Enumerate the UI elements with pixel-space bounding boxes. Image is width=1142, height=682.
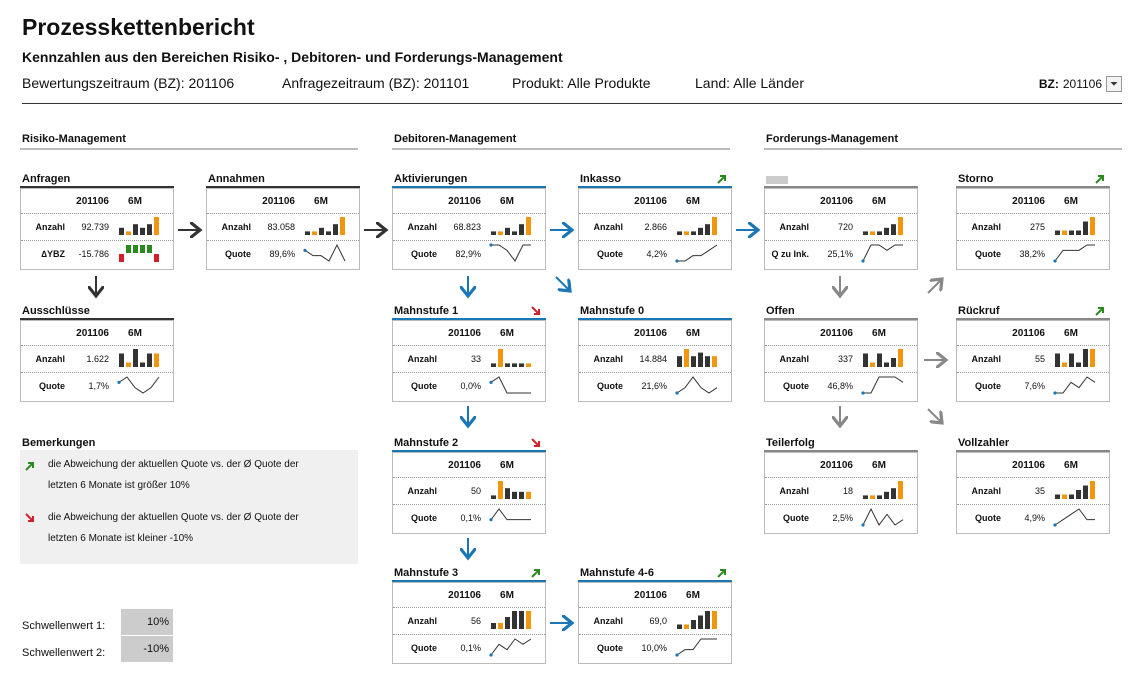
row-value: 7,6% [1024,381,1045,391]
row-value: 50 [470,486,481,496]
row-label: Quote [411,643,437,653]
row-label: Anzahl [593,616,623,626]
row-label: Anzahl [971,222,1001,232]
col-6m: 6M [128,327,142,339]
row-value: 720 [837,222,853,232]
col-period: 201106 [634,195,667,207]
schwellenwert2-value[interactable]: -10% [121,636,173,662]
card-title-anfragen: Anfragen [22,173,71,185]
card-title-mahn0: Mahnstufe 0 [580,305,645,317]
row-value: 68.823 [453,222,481,232]
row-value: 4,2% [646,249,667,259]
card-title-rueckruf: Rückruf [958,305,1000,317]
card-title-mahn1: Mahnstufe 1 [394,305,459,317]
row-label: Anzahl [35,354,65,364]
row-label: Quote [975,513,1001,523]
col-6m: 6M [314,195,328,207]
meta-bewertung: Bewertungszeitraum (BZ): 201106 [22,75,235,91]
meta-anfrage: Anfragezeitraum (BZ): 201101 [282,75,470,91]
row-label: Anzahl [407,486,437,496]
col-6m: 6M [500,589,514,601]
row-value: 14.884 [639,354,667,364]
bz-value: 201106 [1062,77,1102,91]
row-label: Anzahl [407,222,437,232]
col-period: 201106 [1012,195,1045,207]
card-title-teilerfolg: Teilerfolg [766,437,815,449]
col-period: 201106 [1012,459,1045,471]
row-label: Quote [225,249,251,259]
row-label: Quote [597,381,623,391]
row-value: 0,0% [460,381,481,391]
row-label: Anzahl [779,222,809,232]
row-value: 92.739 [81,222,109,232]
row-value: -15.786 [78,249,109,259]
row-label: Anzahl [35,222,65,232]
page-subtitle: Kennzahlen aus den Bereichen Risiko- , Debitoren- und Forderungs-Management [22,49,563,65]
row-value: 33 [470,354,481,364]
col-6m: 6M [872,459,886,471]
row-label: Anzahl [407,354,437,364]
row-label: Quote [411,249,437,259]
row-value: 2,5% [832,513,853,523]
row-label: Anzahl [971,354,1001,364]
col-period: 201106 [820,327,853,339]
bem-up-line1: die Abweichung der aktuellen Quote vs. der Ø Quote der [48,459,299,470]
row-value: 46,8% [827,381,853,391]
row-label: Quote [411,381,437,391]
row-label: Quote [597,643,623,653]
row-value: 337 [837,354,853,364]
card-title-vollzahler: Vollzahler [958,437,1010,449]
arrow-offen-vollzahler [928,409,942,423]
col-period: 201106 [448,459,481,471]
col-period: 201106 [76,327,109,339]
section-risiko: Risiko-Management [22,133,126,145]
row-value: 1,7% [88,381,109,391]
col-period: 201106 [262,195,295,207]
row-value: 1.622 [86,354,109,364]
row-value: 0,1% [460,513,481,523]
row-label: Quote [975,381,1001,391]
row-label: Anzahl [593,222,623,232]
row-label: Anzahl [971,486,1001,496]
trend-up-icon [24,460,36,472]
bz-label: BZ: [1038,77,1059,91]
row-label: Anzahl [779,354,809,364]
arrow-offen-storno [928,279,942,293]
section-forderungen: Forderungs-Management [766,133,899,145]
row-label: Q zu Ink. [771,249,809,259]
row-label: Anzahl [593,354,623,364]
meta-produkt: Produkt: Alle Produkte [512,75,651,91]
row-label: Quote [411,513,437,523]
col-6m: 6M [872,327,886,339]
row-label: Anzahl [221,222,251,232]
row-value: 55 [1034,354,1045,364]
row-value: 25,1% [827,249,853,259]
row-value: 89,6% [269,249,295,259]
row-value: 21,6% [641,381,667,391]
card-title-mahn2: Mahnstufe 2 [394,437,459,449]
row-value: 10,0% [641,643,667,653]
row-value: 82,9% [455,249,481,259]
col-period: 201106 [448,327,481,339]
row-value: 56 [470,616,481,626]
col-6m: 6M [1064,459,1078,471]
page-title: Prozesskettenbericht [22,14,255,40]
col-period: 201106 [1012,327,1045,339]
col-period: 201106 [448,589,481,601]
row-label: ∆YBZ [41,249,65,259]
col-6m: 6M [872,195,886,207]
filter-icon[interactable]: ⏷ [1106,76,1122,92]
col-period: 201106 [820,459,853,471]
card-title-inkasso: Inkasso [580,173,621,185]
row-label: Anzahl [407,616,437,626]
card-title-ausschluesse: Ausschlüsse [22,305,90,317]
row-value: 0,1% [460,643,481,653]
card-title-annahmen: Annahmen [208,173,265,185]
schwellenwert1-label: Schwellenwert 1: [22,620,106,632]
row-label: Anzahl [779,486,809,496]
row-label: Quote [975,249,1001,259]
col-6m: 6M [686,195,700,207]
col-6m: 6M [1064,327,1078,339]
col-period: 201106 [76,195,109,207]
row-value: 4,9% [1024,513,1045,523]
schwellenwert2-label: Schwellenwert 2: [22,647,106,659]
row-value: 35 [1034,486,1045,496]
card-title-storno: Storno [958,173,994,185]
row-value: 275 [1029,222,1045,232]
col-6m: 6M [686,589,700,601]
col-period: 201106 [634,589,667,601]
col-6m: 6M [500,459,514,471]
col-6m: 6M [1064,195,1078,207]
trend-down-icon [24,512,36,524]
col-period: 201106 [448,195,481,207]
card-title-aktivierungen: Aktivierungen [394,173,468,185]
meta-land: Land: Alle Länder [695,75,804,91]
col-6m: 6M [686,327,700,339]
bemerkungen-title: Bemerkungen [22,437,96,449]
bem-down-line1: die Abweichung der aktuellen Quote vs. der Ø Quote der [48,512,299,523]
row-label: Quote [783,513,809,523]
card-title-offen: Offen [766,305,795,317]
col-6m: 6M [500,195,514,207]
row-label: Quote [783,381,809,391]
bem-down-line2: letzten 6 Monate ist kleiner -10% [48,533,194,544]
row-value: 2.866 [644,222,667,232]
row-value: 83.058 [267,222,295,232]
schwellenwert1-value[interactable]: 10% [121,609,173,635]
col-period: 201106 [820,195,853,207]
row-label: Quote [39,381,65,391]
bem-up-line2: letzten 6 Monate ist größer 10% [48,480,190,491]
section-debitoren: Debitoren-Management [394,133,517,145]
row-value: 38,2% [1019,249,1045,259]
bemerkungen-box [20,450,358,564]
col-period: 201106 [634,327,667,339]
card-title-mahn46: Mahnstufe 4-6 [580,567,654,579]
row-label: Quote [597,249,623,259]
row-value: 18 [842,486,853,496]
row-value: 69,0 [649,616,667,626]
col-6m: 6M [500,327,514,339]
arrow-aktiv-mahn0 [556,277,570,291]
col-6m: 6M [128,195,142,207]
card-title-mahn3: Mahnstufe 3 [394,567,459,579]
